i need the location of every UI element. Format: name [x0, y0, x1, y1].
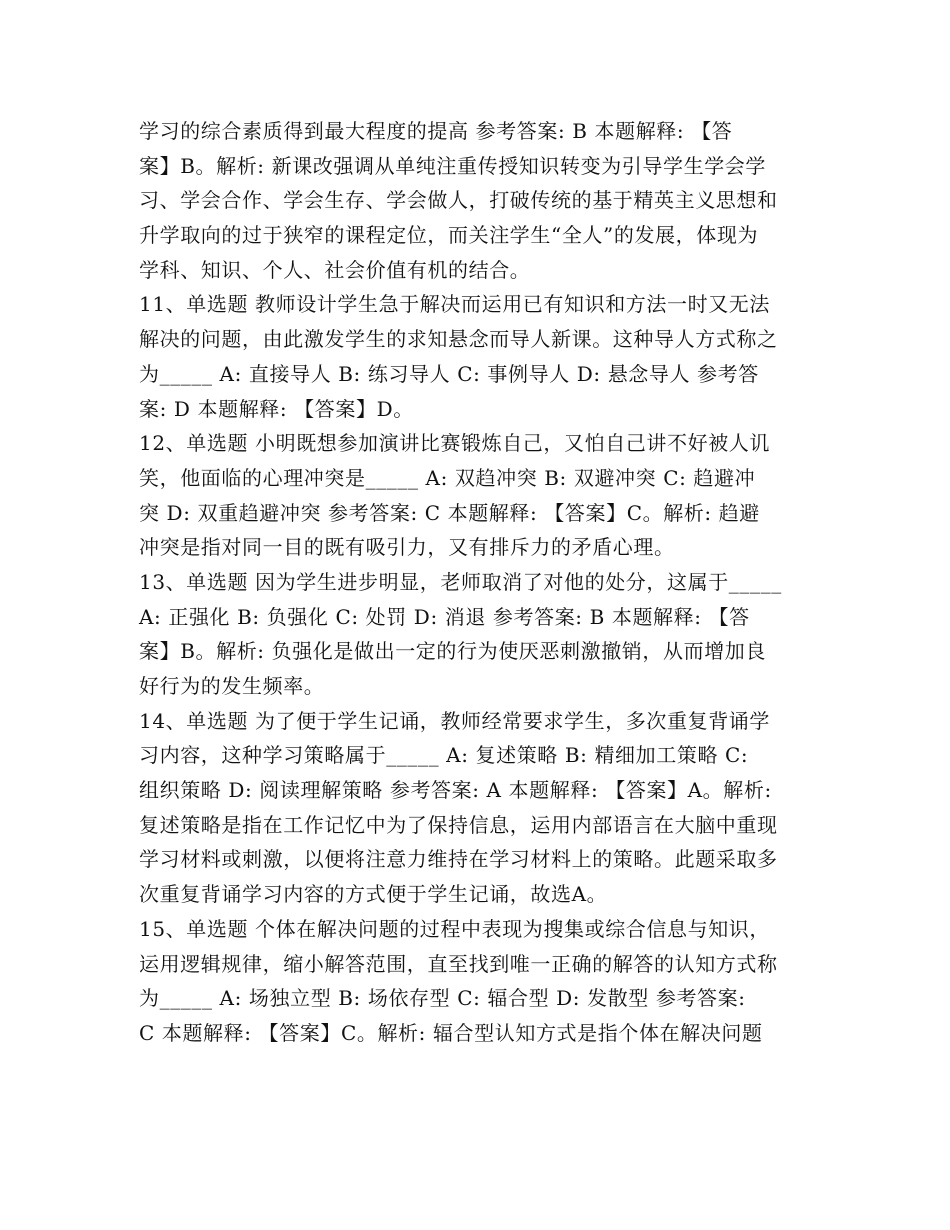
text-line: 学科、知识、个人、社会价值有机的结合。 — [139, 257, 531, 282]
text-line: 学习材料或刺激，以便将注意力维持在学习材料上的策略。此题采取多 — [139, 847, 778, 872]
text-line: 习、学会合作、学会生存、学会做人，打破传统的基于精英主义思想和 — [139, 188, 778, 213]
question-13-line: 13、单选题 因为学生进步明显，老师取消了对他的处分，这属于_____ — [139, 569, 782, 594]
text-line: 好行为的发生频率。 — [139, 674, 325, 698]
question-12-line: 12、单选题 小明既想参加演讲比赛锻炼自己，又怕自己讲不好被人讥 — [139, 431, 771, 456]
text-line: 升学取向的过于狭窄的课程定位，而关注学生“全人”的发展，体现为 — [139, 223, 759, 248]
text-line: 复述策略是指在工作记忆中为了保持信息，运用内部语言在大脑中重现 — [139, 812, 778, 837]
question-15-line: 15、单选题 个体在解决问题的过程中表现为搜集或综合信息与知识， — [139, 916, 771, 941]
text-line: 习内容，这种学习策略属于_____ A: 复述策略 B: 精细加工策略 C: — [139, 743, 749, 768]
text-line: 为_____ A: 场独立型 B: 场依存型 C: 辐合型 D: 发散型 参考答案: — [139, 986, 746, 1011]
text-line: 案】B。解析: 负强化是做出一定的行为使厌恶刺激撤销，从而增加良 — [139, 639, 766, 664]
text-line: 学习的综合素质得到最大程度的提高 参考答案: B 本题解释: 【答 — [139, 119, 733, 143]
text-line: A: 正强化 B: 负强化 C: 处罚 D: 消退 参考答案: B 本题解释: 【答 — [139, 604, 750, 629]
document-body — [139, 114, 829, 1051]
text-line: 次重复背诵学习内容的方式便于学生记诵，故选A。 — [139, 882, 608, 907]
text-line: 为_____ A: 直接导人 B: 练习导人 C: 事例导人 D: 悬念导人 参考答 — [139, 361, 759, 386]
text-line: 案】B。解析: 新课改强调从单纯注重传授知识转变为引导学生学会学 — [139, 153, 766, 178]
text-line: 笑，他面临的心理冲突是_____ A: 双趋冲突 B: 双避冲突 C: 趋避冲 — [139, 465, 756, 490]
text-line: 案: D 本题解释: 【答案】D。 — [139, 396, 414, 421]
text-line: 运用逻辑规律，缩小解答范围，直至找到唯一正确的解答的认知方式称 — [139, 951, 778, 976]
text-line: C 本题解释: 【答案】C。解析: 辐合型认知方式是指个体在解决问题 — [139, 1020, 763, 1045]
text-line: 突 D: 双重趋避冲突 参考答案: C 本题解释: 【答案】C。解析: 趋避 — [139, 500, 760, 525]
text-line: 冲突是指对同一目的既有吸引力，又有排斥力的矛盾心理。 — [139, 535, 675, 560]
text-line: 组织策略 D: 阅读理解策略 参考答案: A 本题解释: 【答案】A。解析: — [139, 778, 772, 803]
question-11-line: 11、单选题 教师设计学生急于解决而运用已有知识和方法一时又无法 — [139, 292, 771, 317]
text-line: 解决的问题，由此激发学生的求知悬念而导人新课。这种导人方式称之 — [139, 327, 778, 352]
question-14-line: 14、单选题 为了便于学生记诵，教师经常要求学生，多次重复背诵学 — [139, 708, 771, 733]
